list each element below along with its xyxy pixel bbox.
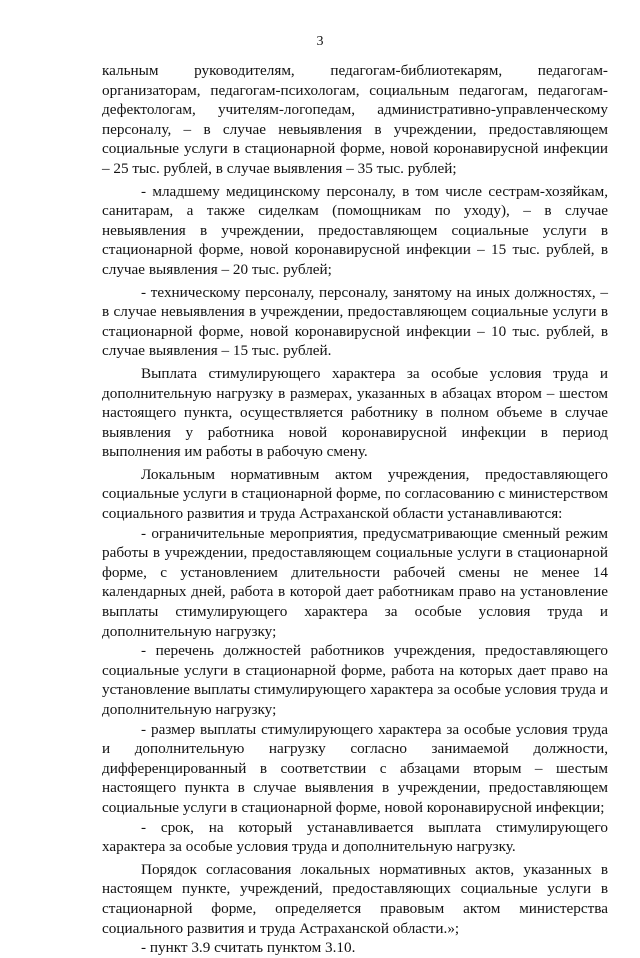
paragraph-positions-list: - перечень должностей работников учреждения, предоставляющего социальные услуги в стационарной форме, работа на которых дает право на установление выплаты стимулирующего характера за особые условия труда и дополнительную нагрузку; <box>102 642 608 718</box>
paragraph-approval-procedure: Порядок согласования локальных нормативных актов, указанных в настоящем пункте, учреждений, предоставляющих социальные услуги в стационарной форме, определяется правовым актом министерства социального развития и труда Астраханской области.»; <box>102 860 608 937</box>
document-body <box>102 61 608 958</box>
paragraph-staff-payments-continued: кальным руководителям, педагогам-библиотекарям, педагогам-организаторам, педагогам-психологам, социальным педагогам, педагогам-дефектологам, учителям-логопедам, административно-управленческому персоналу, – в случае невыявления в учреждении, предоставляющем социальные услуги в стационарной форме, новой коронавирусной инфекции – 25 тыс. рублей, в случае выявления – 35 тыс. рублей; <box>102 62 608 177</box>
paragraph-renumbering: - пункт 3.9 считать пунктом 3.10. <box>141 939 356 957</box>
paragraph-technical-staff: - техническому персоналу, персоналу, занятому на иных должностях, – в случае невыявления в учреждении, предоставляющем социальные услуги в стационарной форме, новой коронавирусной инфекции – 10 тыс. рублей, в случае выявления – 15 тыс. рублей. <box>102 283 608 360</box>
paragraph-local-act-establishes: Локальным нормативным актом учреждения, предоставляющего социальные услуги в стационарной форме, по согласованию с министерством социального развития и труда Астраханской области устанавливаются: <box>102 465 608 523</box>
paragraph-payment-term: - срок, на который устанавливается выплата стимулирующего характера за особые условия труда и дополнительную нагрузку. <box>102 818 608 856</box>
paragraph-junior-medical-staff: - младшему медицинскому персоналу, в том числе сестрам-хозяйкам, санитарам, а также сиделкам (помощникам по уходу), – в случае невыявления в учреждении, предоставляющем социальные услуги в стационарной форме, новой коронавирусной инфекции – 15 тыс. рублей, в случае выявления – 20 тыс. рублей; <box>102 182 608 278</box>
page-number: 3 <box>316 34 324 49</box>
paragraph-payment-amount: - размер выплаты стимулирующего характера за особые условия труда и дополнительную нагрузку согласно занимаемой должности, дифференцированный в соответствии с абзацами вторым – шестым настоящего пункта в случае выявления в учреждении, предоставляющем социальные услуги в стационарной форме, новой коронавирусной инфекции; <box>102 720 608 816</box>
paragraph-payment-in-full: Выплата стимулирующего характера за особые условия труда и дополнительную нагрузку в размерах, указанных в абзацах втором – шестом настоящего пункта, осуществляется работнику в полном объеме в случае выявления у работника новой коронавирусной инфекции в период выполнения им работы в рабочую смену. <box>102 364 608 461</box>
paragraph-restrictive-measures: - ограничительные мероприятия, предусматривающие сменный режим работы в учреждении, предоставляющем социальные услуги в стационарной форме, с установлением длительности рабочей смены не менее 14 календарных дней, работа в которой дает работникам право на установление выплаты стимулирующего характера за особые условия труда и дополнительную нагрузку; <box>102 524 608 640</box>
